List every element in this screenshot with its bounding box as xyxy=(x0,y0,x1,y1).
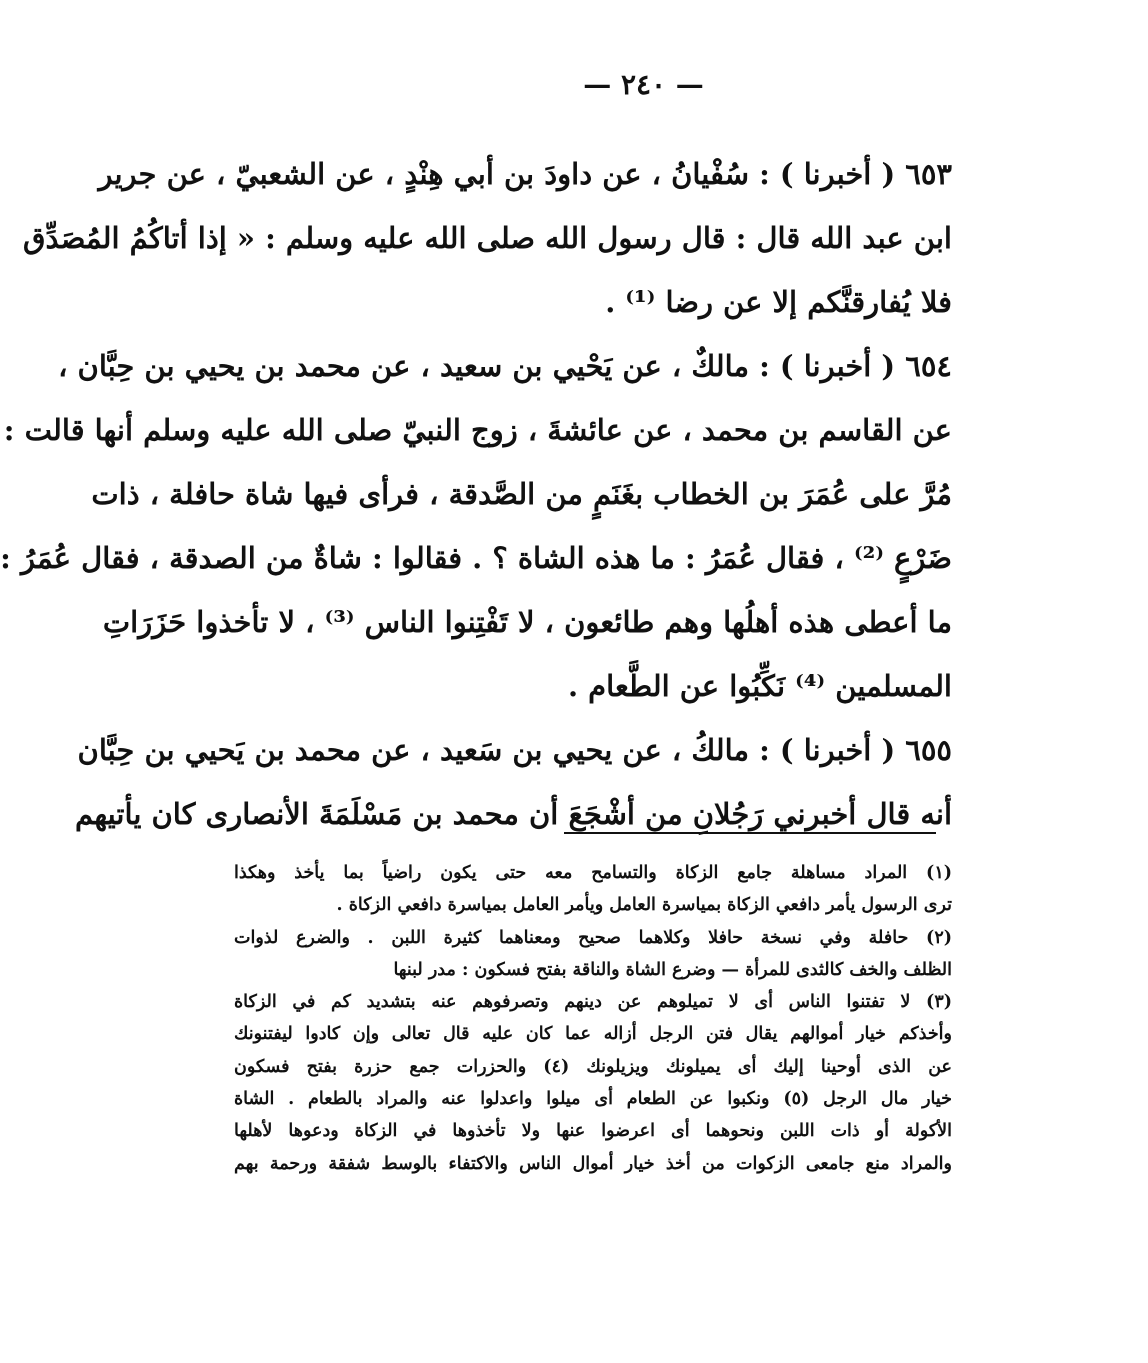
footnote-line: الظلف والخف كالثدى للمرأة — وضرع الشاة والناقة بفتح فسكون : مدر لبنها xyxy=(393,959,952,980)
main-line: المسلمين ⁽⁴⁾ نَكِّبُوا عن الطَّعام . xyxy=(567,669,952,703)
main-line: مُرَّ على عُمَرَ بن الخطاب بغَنَمٍ من الصَّدقة ، فرأى فيها شاة حافلة ، ذات xyxy=(91,477,952,511)
main-line: ٦٥٣ ( أخبرنا ) : سُفْيانُ ، عن داودَ بن أبي هِنْدٍ ، عن الشعبيّ ، عن جرير xyxy=(98,157,952,191)
footnote-separator xyxy=(564,832,936,834)
main-line: ضَرْعٍ ⁽²⁾ ، فقال عُمَرُ : ما هذه الشاة ؟ . فقالوا : شاةٌ من الصدقة ، فقال عُمَرُ : xyxy=(0,541,952,575)
footnotes xyxy=(234,858,952,1181)
footnote-line: عن الذى أوحينا إليك أى يميلونك ويزيلونك (٤) والحزرات جمع حزرة بفتح فسكون xyxy=(234,1056,952,1077)
page-number: — ٢٤٠ — xyxy=(583,68,704,101)
footnote-line: (٢) حافلة وفي نسخة حافلا وكلاهما صحيح ومعناهما كثيرة اللبن . والضرع لذوات xyxy=(234,927,952,948)
main-line: أنه قال أخبرني رَجُلانِ من أشْجَعَ أن محمد بن مَسْلَمَةَ الأنصارى كان يأتيهم xyxy=(75,797,952,831)
footnote-line: (١) المراد مساهلة جامع الزكاة والتسامح معه حتى يكون راضياً بما يأخذ وهكذا xyxy=(234,863,952,883)
main-line: فلا يُفارقنَّكم إلا عن رضا ⁽¹⁾ . xyxy=(605,285,952,319)
footnote-line: ترى الرسول يأمر دافعي الزكاة بمياسرة العامل ويأمر العامل بمياسرة دافعي الزكاة . xyxy=(336,895,952,916)
footnote-line: (٣) لا تفتنوا الناس أى لا تميلوهم عن دينهم وتصرفوهم عنه بتشديد كم في الزكاة xyxy=(234,992,952,1013)
main-line: ابن عبد الله قال : قال رسول الله صلى الله عليه وسلم : « إذا أتاكُمُ المُصَدِّق xyxy=(22,221,952,255)
footnote-line: والمراد منع جامعى الزكوات من أخذ خيار أموال الناس والاكتفاء بالوسط شفقة ورحمة بهم xyxy=(234,1153,952,1174)
footnote-line: خيار مال الرجل (٥) ونكبوا عن الطعام أى ميلوا واعدلوا عنه والمراد بالطعام . الشاة xyxy=(234,1089,952,1110)
footnote-line: وأخذكم خيار أموالهم يقال فتن الرجل أزاله عما كان عليه قال تعالى وإن كادوا ليفتنونك xyxy=(234,1024,952,1045)
main-line: ٦٥٤ ( أخبرنا ) : مالكٌ ، عن يَحْيي بن سعيد ، عن محمد بن يحيي بن حِبَّان ، xyxy=(58,349,952,383)
footnote-line: الأكولة أو ذات اللبن ونحوهما أى اعرضوا عنها ولا تأخذوها في الزكاة ودعوها لأهلها xyxy=(234,1121,952,1142)
main-line: ما أعطى هذه أهلُها وهم طائعون ، لا تَفْتِنوا الناس ⁽³⁾ ، لا تأخذوا حَزَرَاتِ xyxy=(102,605,952,639)
main-line: ٦٥٥ ( أخبرنا ) : مالكُ ، عن يحيي بن سَعيد ، عن محمد بن يَحيي بن حِبَّان xyxy=(77,733,952,767)
main-line: عن القاسم بن محمد ، عن عائشةَ ، زوج النبيّ صلى الله عليه وسلم أنها قالت : xyxy=(3,413,952,447)
main-text xyxy=(0,148,952,852)
